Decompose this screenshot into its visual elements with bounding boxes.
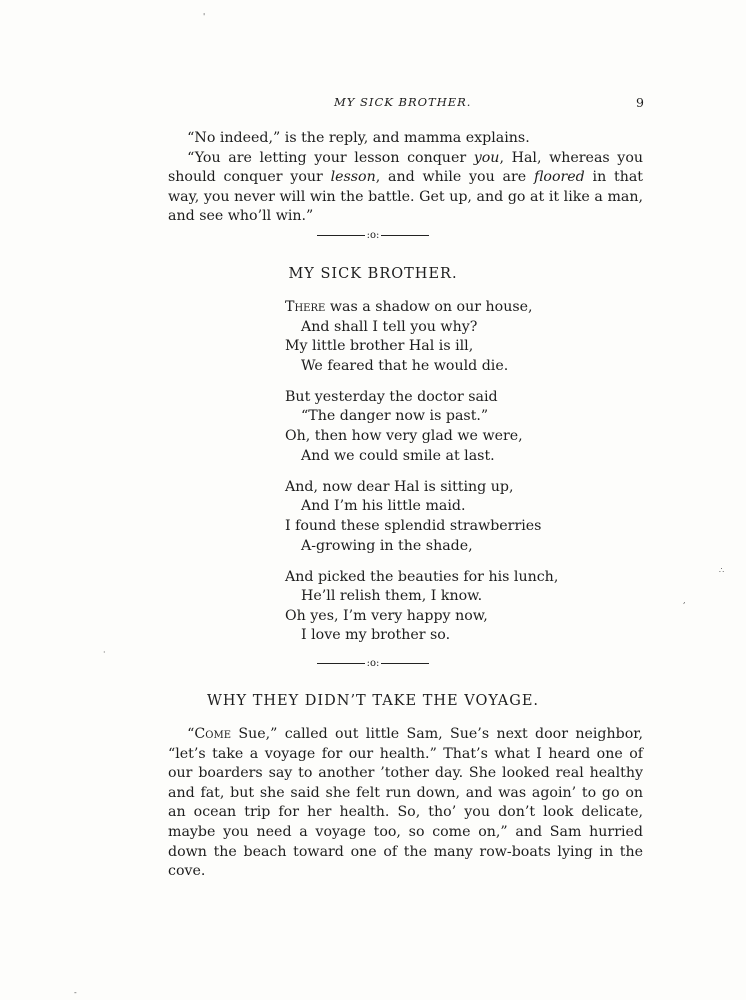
- poem-line: And, now dear Hal is sitting up,: [285, 478, 514, 495]
- poem-line: My little brother Hal is ill,: [285, 338, 474, 355]
- story-text: [168, 725, 643, 882]
- print-speck: ·: [103, 648, 106, 657]
- intro-p2-part-g: in that way, you never will win the battle. Get up, and go at it like a man, and see who’ll win.”: [168, 169, 643, 225]
- poem-line: He’ll relish them, I know.: [301, 588, 483, 605]
- divider-mark: :o:: [366, 229, 380, 241]
- poem-line: [285, 298, 585, 318]
- poem-line: Oh, then how very glad we were,: [285, 428, 523, 445]
- story-open-quote: “: [187, 726, 195, 742]
- intro-p2-part-e: , and while you are: [375, 169, 534, 186]
- divider-rule-right: [381, 235, 429, 236]
- poem-line-text: was a shadow on our house,: [325, 299, 533, 315]
- story-title: WHY THEY DIDN’T TAKE THE VOYAGE.: [206, 693, 540, 709]
- poem-line: I found these splendid strawberries: [285, 517, 542, 534]
- poem-line: And picked the beauties for his lunch,: [285, 568, 559, 585]
- poem-stanza-1: [285, 298, 585, 376]
- poem-stanza-2: [285, 388, 585, 466]
- poem-line: A-growing in the shade,: [301, 537, 473, 554]
- story-paragraph: [168, 725, 643, 882]
- intro-paragraph-1: “No indeed,” is the reply, and mamma explains.: [187, 130, 530, 146]
- poem-line: Oh yes, I’m very happy now,: [285, 607, 488, 624]
- intro-p2-emphasis-you: you: [473, 149, 500, 166]
- running-head: [0, 95, 746, 115]
- divider-rule-left: [317, 235, 365, 236]
- intro-p2-emphasis-lesson: lesson: [330, 169, 376, 186]
- page-number: 9: [636, 95, 644, 110]
- intro-p2-part-c: , Hal, whereas you should conquer your: [168, 149, 643, 186]
- story-body: Sue,” called out little Sam, Sue’s next door neighbor, “let’s take a voyage for our health.” That’s what I heard one of our boarders say to another ’tother day. She looked real healthy and fat, but she said she felt run down, and was agoin’ to go on an ocean trip for her health. So, tho’ you don’t look delicate, maybe you need a voyage too, so come on,” and Sam hurried down the beach toward one of the many row-boats lying in the cove.: [168, 726, 643, 880]
- intro-paragraph-2: [168, 149, 643, 227]
- poem-stanza-4: [285, 568, 585, 646]
- poem: [285, 298, 585, 658]
- running-title: MY SICK BROTHER.: [334, 95, 472, 109]
- poem-line: And I’m his little maid.: [301, 498, 466, 515]
- poem-dropcap: There: [285, 299, 326, 315]
- print-speck: ∴: [719, 566, 725, 575]
- intro-text: [168, 129, 643, 227]
- poem-line: I love my brother so.: [301, 627, 451, 644]
- section-divider: [0, 656, 746, 669]
- poem-line: But yesterday the doctor said: [285, 388, 498, 405]
- divider-rule-right: [381, 663, 429, 664]
- print-speck: -: [74, 988, 77, 997]
- section-divider: [0, 228, 746, 241]
- poem-line: And we could smile at last.: [301, 447, 495, 464]
- poem-line: And shall I tell you why?: [301, 318, 478, 335]
- poem-stanza-3: [285, 478, 585, 556]
- poem-line: We feared that he would die.: [301, 357, 509, 374]
- print-speck: ,: [683, 596, 686, 605]
- intro-p2-emphasis-floored: floored: [533, 169, 585, 186]
- story-dropcap: Come: [194, 726, 232, 742]
- intro-p2-part-a: “You are letting your lesson conquer: [187, 149, 474, 166]
- poem-title: MY SICK BROTHER.: [288, 266, 458, 282]
- divider-mark: :o:: [366, 657, 380, 669]
- print-speck: ': [203, 12, 206, 21]
- poem-line: “The danger now is past.”: [301, 408, 489, 425]
- divider-rule-left: [317, 663, 365, 664]
